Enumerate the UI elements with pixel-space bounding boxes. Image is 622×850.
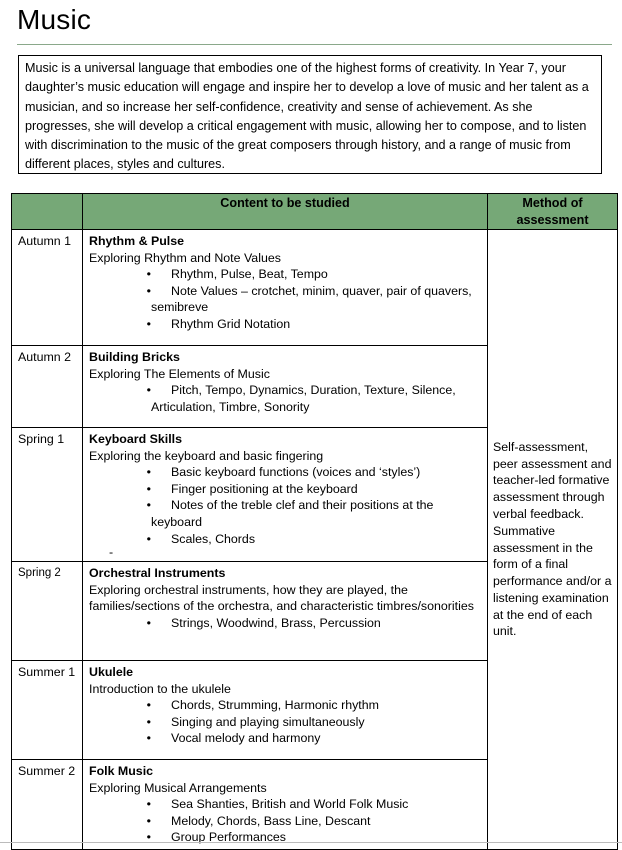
topic-description: Exploring the keyboard and basic fingering: [89, 448, 324, 463]
topic-points: [89, 697, 481, 747]
term-cell: Autumn 2: [12, 346, 83, 428]
topic-description: Exploring The Elements of Music: [89, 366, 270, 381]
content-cell: [83, 230, 488, 346]
page-title: Music: [17, 4, 92, 35]
list-item: • Scales, Chords: [89, 531, 481, 548]
topic-points: [89, 382, 481, 415]
trailing-dash: -: [109, 545, 114, 560]
topic-title: Keyboard Skills: [89, 432, 182, 446]
term-cell: Spring 1: [12, 428, 83, 562]
header-content: Content to be studied: [83, 194, 488, 230]
term-cell: Summer 1: [12, 661, 83, 760]
header-term: [12, 194, 83, 230]
list-item: • Vocal melody and harmony: [89, 730, 481, 747]
list-item: • Rhythm Grid Notation: [89, 316, 481, 333]
content-cell: [83, 428, 488, 562]
topic-description: Exploring Musical Arrangements: [89, 780, 267, 795]
term-cell: Summer 2: [12, 760, 83, 850]
topic-points: [89, 464, 481, 547]
header-method: Method of assessment: [488, 194, 618, 230]
topic-points: [89, 266, 481, 332]
title-divider: [17, 44, 612, 45]
list-item: • Rhythm, Pulse, Beat, Tempo: [89, 266, 481, 283]
list-item: • Note Values – crotchet, minim, quaver, pair of quavers, semibreve: [89, 283, 481, 316]
table-row: [12, 230, 618, 346]
topic-title: Building Bricks: [89, 350, 180, 364]
list-item: • Pitch, Tempo, Dynamics, Duration, Texture, Silence, Articulation, Timbre, Sonority: [89, 382, 481, 415]
content-cell: [83, 346, 488, 428]
term-cell: Autumn 1: [12, 230, 83, 346]
list-item: • Melody, Chords, Bass Line, Descant: [89, 813, 481, 830]
page-bottom-edge: [0, 842, 622, 843]
topic-description: Introduction to the ukulele: [89, 681, 231, 696]
list-item: • Singing and playing simultaneously: [89, 714, 481, 731]
table-header-row: [12, 194, 618, 230]
topic-title: Orchestral Instruments: [89, 566, 226, 580]
list-item: • Strings, Woodwind, Brass, Percussion: [89, 615, 481, 632]
topic-points: [89, 796, 481, 846]
list-item: • Sea Shanties, British and World Folk Music: [89, 796, 481, 813]
list-item: • Finger positioning at the keyboard: [89, 481, 481, 498]
content-cell: [83, 562, 488, 661]
curriculum-table: [11, 193, 618, 850]
topic-title: Folk Music: [89, 764, 154, 778]
topic-description: Exploring Rhythm and Note Values: [89, 250, 281, 265]
topic-title: Ukulele: [89, 665, 134, 679]
content-cell: [83, 661, 488, 760]
list-item: • Chords, Strumming, Harmonic rhythm: [89, 697, 481, 714]
list-item: • Basic keyboard functions (voices and ‘styles’): [89, 464, 481, 481]
assessment-method-cell: [488, 230, 618, 850]
topic-title: Rhythm & Pulse: [89, 234, 185, 248]
intro-box: [18, 55, 602, 174]
topic-points: [89, 615, 481, 632]
list-item: • Notes of the treble clef and their positions at the keyboard: [89, 497, 481, 530]
topic-description: Exploring orchestral instruments, how they are played, the families/sections of the orchestra, and characteristic timbres/sonorities: [89, 582, 474, 614]
intro-text: Music is a universal language that embodies one of the highest forms of creativity. In Year 7, your daughter’s music education will engage and inspire her to develop a love of music and her talent as a musician, and so increase her self-confidence, creativity and sense of achievement. As she progresses, she will develop a critical engagement with music, allowing her to compose, and to listen with discrimination to the music of the great composers through history, and a range of music from different places, styles and cultures.: [25, 61, 589, 172]
assessment-method-text: Self-assessment, peer assessment and teacher-led formative assessment through verbal feedback. Summative assessment in the form of a final performance and/or a listening examination at the end of each unit.: [493, 439, 612, 639]
list-item: • Group Performances: [89, 829, 481, 846]
term-cell: Spring 2: [12, 562, 83, 661]
content-cell: [83, 760, 488, 850]
